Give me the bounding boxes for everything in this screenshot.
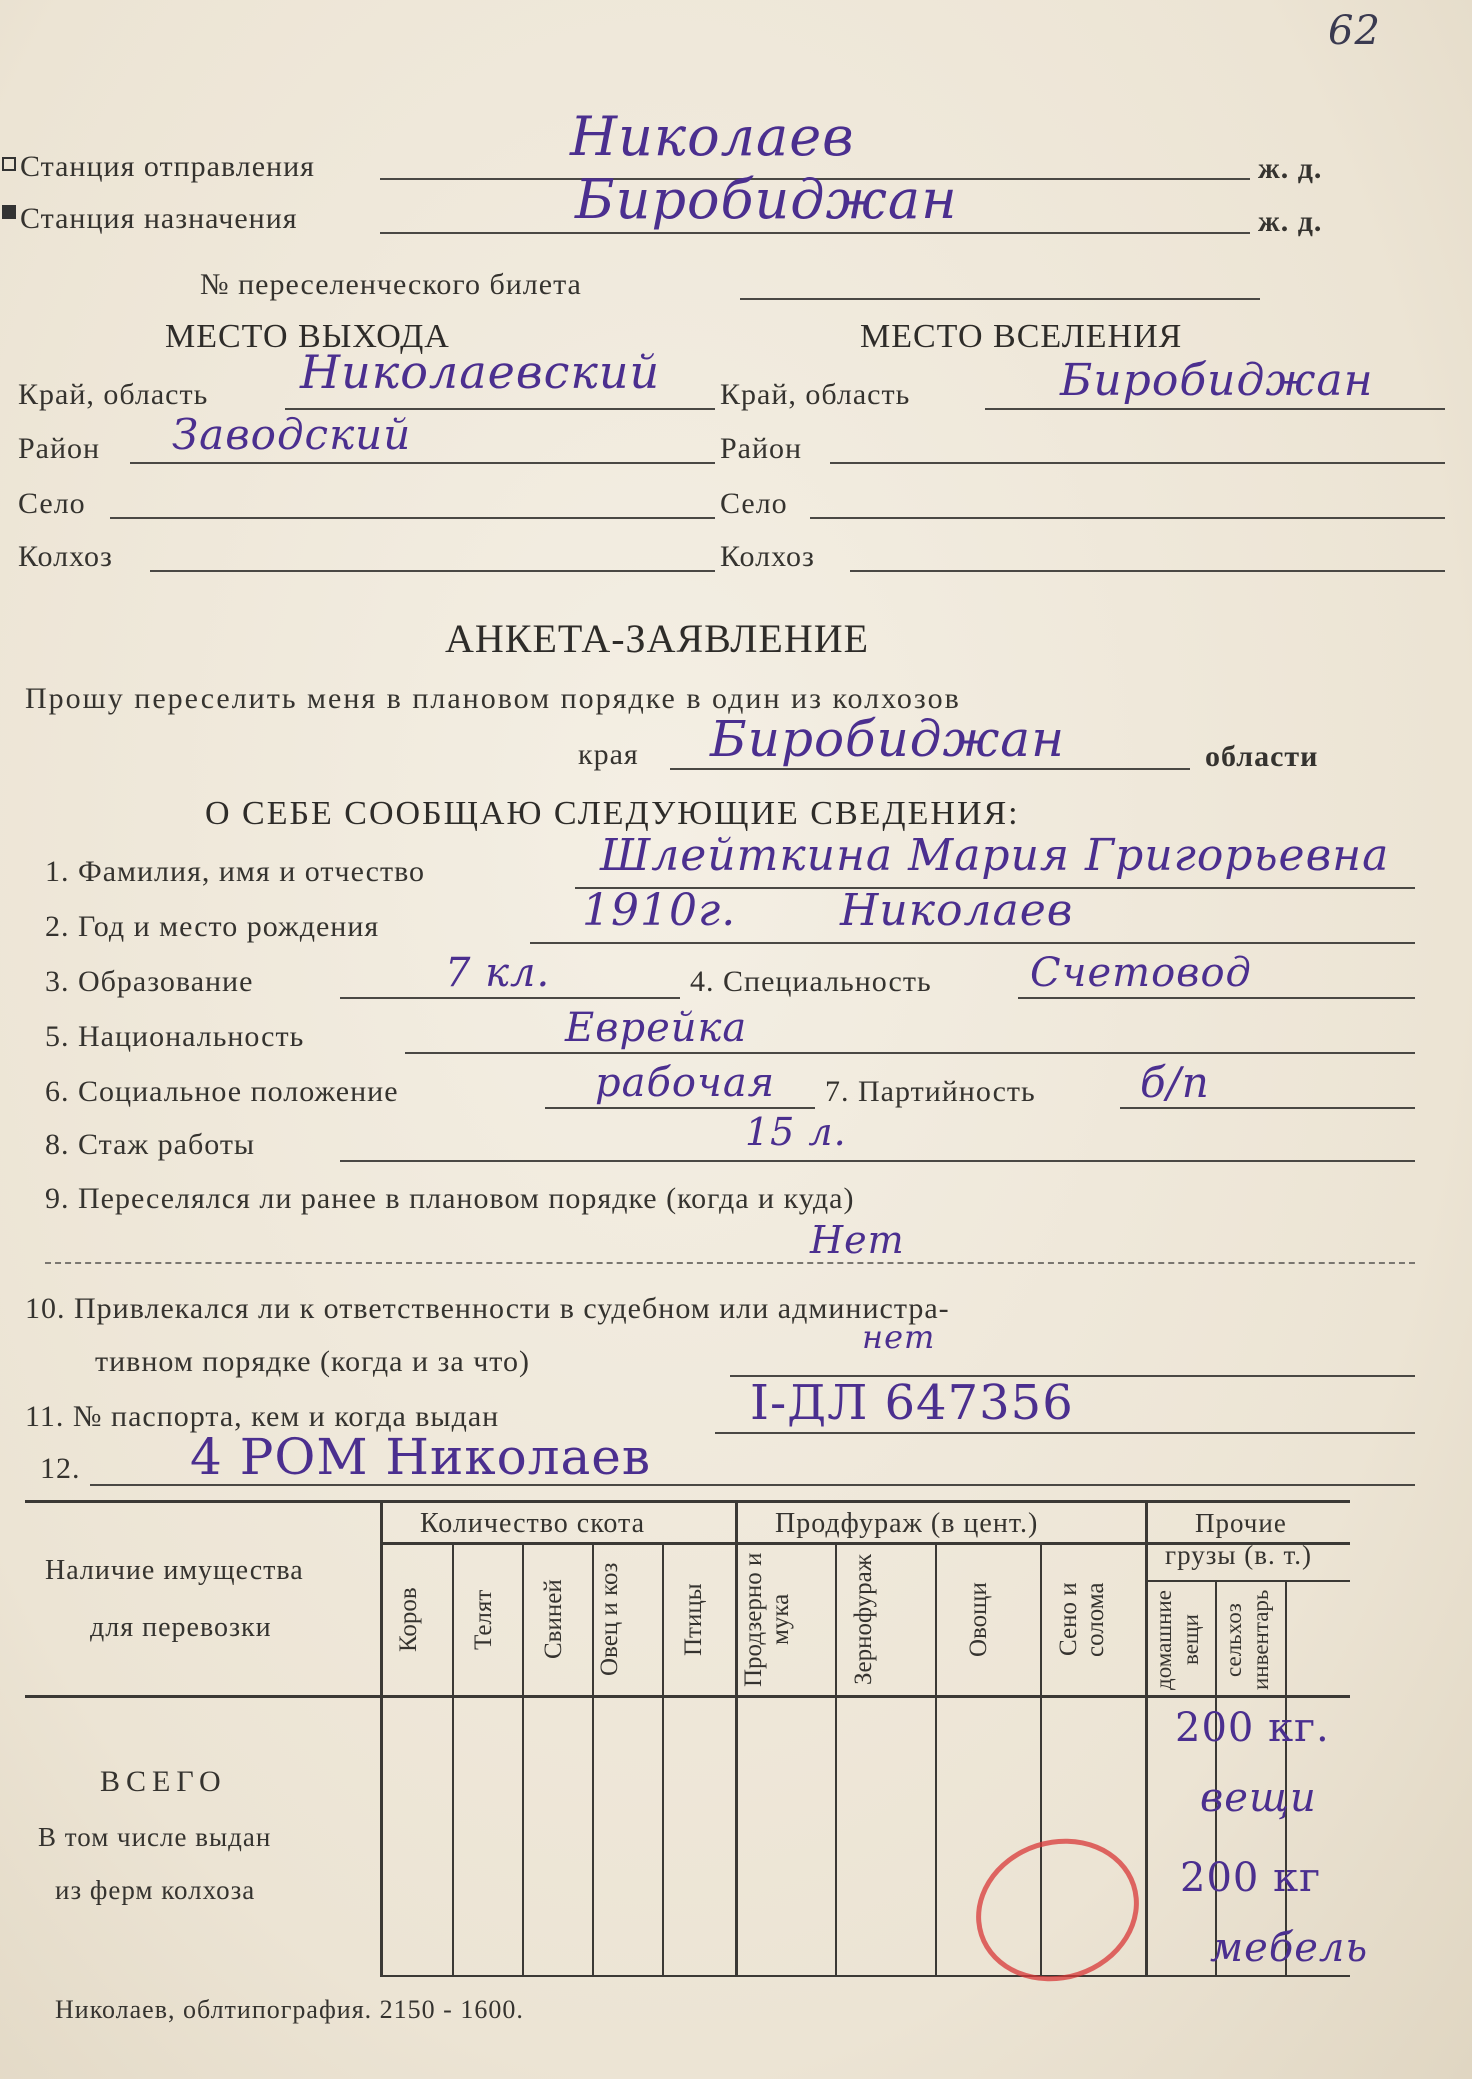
field-12-value: 4 РОМ Николаев <box>190 1428 652 1486</box>
exit-village-label: Село <box>18 487 86 520</box>
group-fodder: Продфураж (в цент.) <box>775 1508 1039 1539</box>
settle-district-label: Район <box>720 432 803 465</box>
col-household: домашние вещи <box>1151 1590 1203 1690</box>
field-11-value: I-ДЛ 647356 <box>750 1375 1074 1431</box>
table-top-border <box>25 1500 1350 1503</box>
settle-region-value: Биробиджан <box>1060 355 1374 406</box>
field-10-value: нет <box>862 1318 936 1356</box>
field-6-value: рабочая <box>595 1060 776 1106</box>
field-9-label: 9. Переселялся ли ранее в плановом порядке (когда и куда) <box>45 1182 855 1215</box>
col-pigs: Свиней <box>540 1579 567 1660</box>
field-4-value: Счетовод <box>1030 950 1252 996</box>
table-vline <box>662 1542 664 1975</box>
household-value-2: вещи <box>1200 1775 1317 1821</box>
field-9-line <box>45 1262 1415 1264</box>
household-value-1: 200 кг. <box>1175 1705 1330 1751</box>
request-kraya-value: Биробиджан <box>710 710 1066 768</box>
field-2-line <box>530 942 1415 944</box>
field-5-value: Еврейка <box>565 1005 748 1051</box>
field-3-label: 3. Образование <box>45 965 254 998</box>
field-6-label: 6. Социальное положение <box>45 1075 399 1108</box>
col-grain: Продзерно и мука <box>740 1552 794 1687</box>
exit-region-value: Николаевский <box>300 345 661 399</box>
incl-label-2: из ферм колхоза <box>55 1875 256 1905</box>
field-11-label: 11. № паспорта, кем и когда выдан <box>25 1400 500 1433</box>
field-8-value: 15 л. <box>745 1110 847 1154</box>
departure-label: Станция отправления <box>20 150 315 183</box>
settle-kolkhoz-line <box>850 570 1445 572</box>
exit-district-line <box>130 462 715 464</box>
table-vline <box>935 1542 937 1975</box>
edge-marker <box>2 157 16 171</box>
table-vline <box>1145 1500 1148 1975</box>
exit-kolkhoz-label: Колхоз <box>18 540 113 573</box>
group-other-2: грузы (в. т.) <box>1165 1540 1313 1570</box>
field-10-label-2: тивном порядке (когда и за что) <box>95 1345 531 1378</box>
exit-place-heading: МЕСТО ВЫХОДА <box>165 318 450 355</box>
table-header-bottom <box>25 1695 1350 1698</box>
ticket-label: № переселенческого билета <box>200 268 582 301</box>
field-5-line <box>405 1052 1415 1054</box>
table-vline <box>735 1500 738 1975</box>
field-11-line <box>715 1432 1415 1434</box>
field-10-label-1: 10. Привлекался ли к ответственности в судебном или администра- <box>25 1292 950 1325</box>
request-kraya: края <box>578 738 639 771</box>
edge-marker <box>2 205 16 219</box>
exit-region-label: Край, область <box>18 378 209 411</box>
table-vline <box>592 1542 594 1975</box>
col-hay: Сено и солома <box>1055 1582 1109 1657</box>
col-sheep: Овец и коз <box>596 1562 623 1677</box>
total-label: ВСЕГО <box>100 1765 227 1798</box>
col-cows: Коров <box>395 1587 422 1652</box>
incl-label-1: В том числе выдан <box>38 1822 272 1852</box>
group-livestock: Количество скота <box>420 1508 646 1539</box>
col-veg: Овощи <box>965 1582 992 1657</box>
field-3-line <box>340 997 680 999</box>
row-label-1: Наличие имущества <box>45 1555 304 1586</box>
request-oblasti: области <box>1205 740 1319 773</box>
table-other-divider <box>1145 1580 1350 1582</box>
field-4-line <box>1018 997 1415 999</box>
ticket-line <box>740 298 1260 300</box>
settle-region-line <box>985 408 1445 410</box>
departure-rail-suffix: ж. д. <box>1258 152 1323 185</box>
field-2-place: Николаев <box>840 885 1074 936</box>
field-1-label: 1. Фамилия, имя и отчество <box>45 855 426 888</box>
table-bottom <box>380 1975 1350 1977</box>
group-other-1: Прочие <box>1195 1508 1287 1538</box>
table-vline <box>452 1542 454 1975</box>
exit-district-label: Район <box>18 432 101 465</box>
household-value-3: 200 кг <box>1180 1855 1322 1901</box>
field-9-value: Нет <box>810 1218 905 1262</box>
destination-label: Станция назначения <box>20 202 298 235</box>
request-kraya-line <box>670 768 1190 770</box>
field-7-line <box>1120 1107 1415 1109</box>
col-feedgrain: Зернофураж <box>850 1554 877 1685</box>
col-birds: Птицы <box>680 1583 707 1656</box>
info-heading: О СЕБЕ СООБЩАЮ СЛЕДУЮЩИЕ СВЕДЕНИЯ: <box>205 795 1020 832</box>
field-8-line <box>340 1160 1415 1162</box>
table-vline <box>835 1542 837 1975</box>
field-2-label: 2. Год и место рождения <box>45 910 380 943</box>
settle-district-line <box>830 462 1445 464</box>
household-value-4: мебель <box>1210 1925 1369 1971</box>
settle-place-heading: МЕСТО ВСЕЛЕНИЯ <box>860 318 1183 355</box>
page-number: 62 <box>1328 8 1381 54</box>
field-7-value: б/п <box>1140 1058 1210 1107</box>
field-2-year: 1910г. <box>582 885 737 936</box>
table-vline <box>380 1500 383 1975</box>
destination-rail-suffix: ж. д. <box>1258 205 1323 238</box>
settle-region-label: Край, область <box>720 378 911 411</box>
exit-district-value: Заводский <box>172 410 412 459</box>
col-kolkhoz: сельхоз инвентарь <box>1221 1589 1273 1690</box>
field-3-value: 7 кл. <box>445 950 551 996</box>
field-7-label: 7. Партийность <box>825 1075 1036 1108</box>
field-1-value: Шлейткина Мария Григорьевна <box>600 830 1390 881</box>
form-title: АНКЕТА-ЗАЯВЛЕНИЕ <box>445 616 870 661</box>
settle-village-line <box>810 517 1445 519</box>
exit-village-line <box>110 517 715 519</box>
field-6-line <box>545 1107 815 1109</box>
destination-line <box>380 232 1250 234</box>
field-12-label: 12. <box>40 1452 81 1485</box>
request-line: Прошу переселить меня в плановом порядке в один из колхозов <box>25 682 961 715</box>
col-calves: Телят <box>470 1589 497 1650</box>
printer-footer: Николаев, облтипография. 2150 - 1600. <box>55 1995 524 2024</box>
exit-kolkhoz-line <box>150 570 715 572</box>
field-4-label: 4. Специальность <box>690 965 932 998</box>
departure-value: Николаев <box>570 105 855 168</box>
field-5-label: 5. Национальность <box>45 1020 305 1053</box>
row-label-2: для перевозки <box>90 1612 272 1643</box>
settle-village-label: Село <box>720 487 788 520</box>
table-vline <box>522 1542 524 1975</box>
field-8-label: 8. Стаж работы <box>45 1128 256 1161</box>
settle-kolkhoz-label: Колхоз <box>720 540 815 573</box>
destination-value: Биробиджан <box>575 168 958 231</box>
